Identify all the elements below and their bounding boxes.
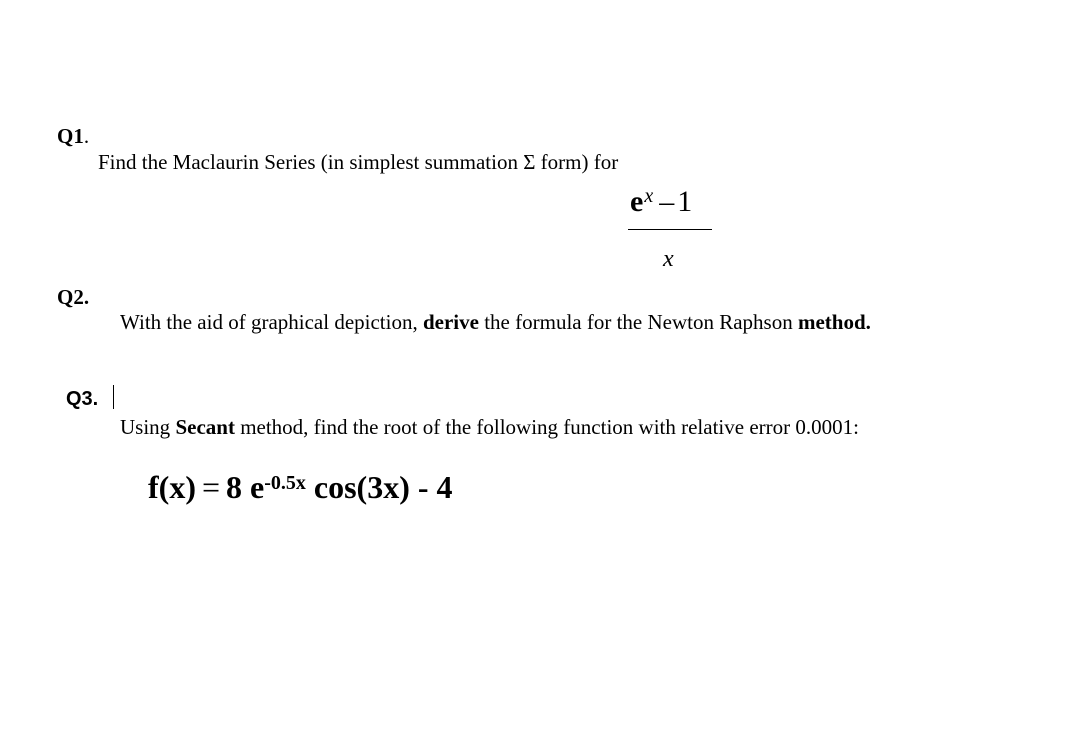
fraction-denominator: x (663, 246, 674, 272)
q2-question-text: With the aid of graphical depiction, derive the formula for the Newton Raphson method. (120, 310, 871, 334)
text-cursor (113, 385, 114, 409)
numerator-const: 1 (677, 185, 693, 218)
function-rest: cos(3x) - 4 (313, 469, 453, 505)
q3-question-text: Using Secant method, find the root of the following function with relative error 0.0001: (120, 415, 859, 439)
q1-label: Q1. (57, 124, 90, 148)
numerator-minus: – (659, 185, 675, 218)
function-equals: = (201, 469, 221, 505)
numerator-exponent: x (644, 185, 654, 207)
fraction-bar (628, 229, 712, 230)
q2-label: Q2. (57, 285, 90, 309)
numerator-base: e (630, 185, 644, 218)
fraction-numerator (630, 184, 692, 220)
function-coef: 8 e (226, 469, 265, 505)
q3-label: Q3. (66, 388, 99, 410)
function-lhs: f(x) (148, 469, 196, 505)
q1-question-text: Find the Maclaurin Series (in simplest summation Σ form) for (98, 150, 619, 174)
q3-function (148, 468, 453, 506)
function-exponent: -0.5x (264, 472, 306, 494)
